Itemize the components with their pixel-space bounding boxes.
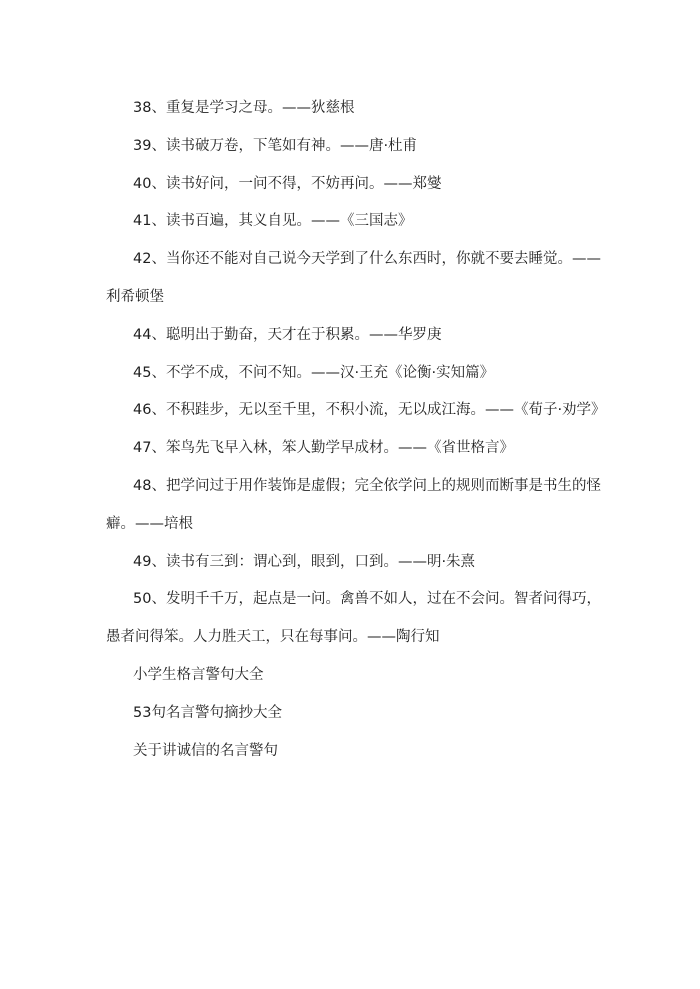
related-link-honesty-quotes[interactable]: 关于讲诚信的名言警句 [133, 742, 278, 759]
quote-48: 48、把学问过于用作装饰是虚假；完全依学问上的规则而断事是书生的怪癖。——培根 [106, 477, 601, 532]
related-link-53-quotes[interactable]: 53句名言警句摘抄大全 [133, 704, 282, 721]
quote-41: 41、读书百遍，其义自见。——《三国志》 [133, 213, 413, 230]
related-link-primary-school-quotes[interactable]: 小学生格言警句大全 [133, 666, 264, 683]
quote-list [106, 90, 606, 770]
quote-47: 47、笨鸟先飞早入林，笨人勤学早成材。——《省世格言》 [133, 440, 514, 457]
quote-40: 40、读书好问，一问不得，不妨再问。——郑燮 [133, 175, 442, 192]
quote-46: 46、不积跬步，无以至千里，不积小流，无以成江海。——《荀子·劝学》 [133, 402, 606, 419]
quote-42: 42、当你还不能对自己说今天学到了什么东西时，你就不要去睡觉。——利希顿堡 [106, 251, 601, 305]
quote-49: 49、读书有三到：谓心到，眼到，口到。——明·朱熹 [133, 553, 476, 570]
quote-50: 50、发明千千万，起点是一问。禽兽不如人，过在不会问。智者问得巧，愚者问得笨。人力胜天工，只在每事问。——陶行知 [106, 591, 601, 646]
quote-39: 39、读书破万卷，下笔如有神。——唐·杜甫 [133, 137, 418, 154]
quote-45: 45、不学不成，不问不知。——汉·王充《论衡·实知篇》 [133, 364, 495, 381]
quote-38: 38、重复是学习之母。——狄慈根 [133, 100, 355, 116]
quote-44: 44、聪明出于勤奋，天才在于积累。——华罗庚 [133, 326, 442, 343]
